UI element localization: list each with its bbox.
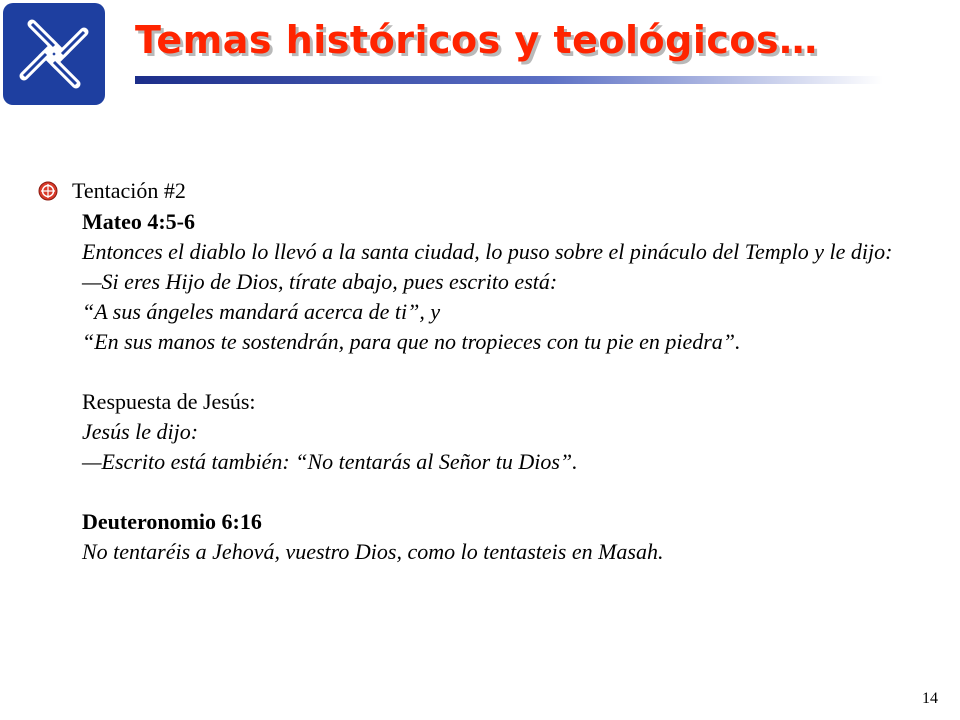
- verse-line: “A sus ángeles mandará acerca de ti”, y: [82, 299, 441, 324]
- scripture-reference: Mateo 4:5-6: [82, 209, 196, 234]
- bullet-label: Tentación #2: [72, 178, 186, 203]
- scripture-reference: Deuteronomio 6:16: [82, 509, 262, 534]
- slide-body: [82, 207, 910, 567]
- page-number: 14: [922, 690, 938, 707]
- logo-icon: [2, 2, 106, 106]
- verse-line: —Si eres Hijo de Dios, tírate abajo, pues escrito está:: [82, 269, 558, 294]
- verse-line: No tentaréis a Jehová, vuestro Dios, como lo tentasteis en Masah.: [82, 539, 664, 564]
- page-title: Temas históricos y teológicos…: [135, 18, 818, 62]
- spacer: [82, 357, 910, 387]
- title-underline: [135, 76, 883, 84]
- verse-paragraph: Entonces el diablo lo llevó a la santa ciudad, lo puso sobre el pináculo del Templo y le dijo:: [82, 239, 893, 264]
- spacer: [82, 477, 910, 507]
- verse-line: “En sus manos te sostendrán, para que no tropieces con tu pie en piedra”.: [82, 329, 741, 354]
- red-diamond-bullet-icon: [38, 181, 58, 201]
- verse-line: —Escrito está también: “No tentarás al Señor tu Dios”.: [82, 449, 578, 474]
- response-label: Respuesta de Jesús:: [82, 389, 256, 414]
- verse-line: Jesús le dijo:: [82, 419, 199, 444]
